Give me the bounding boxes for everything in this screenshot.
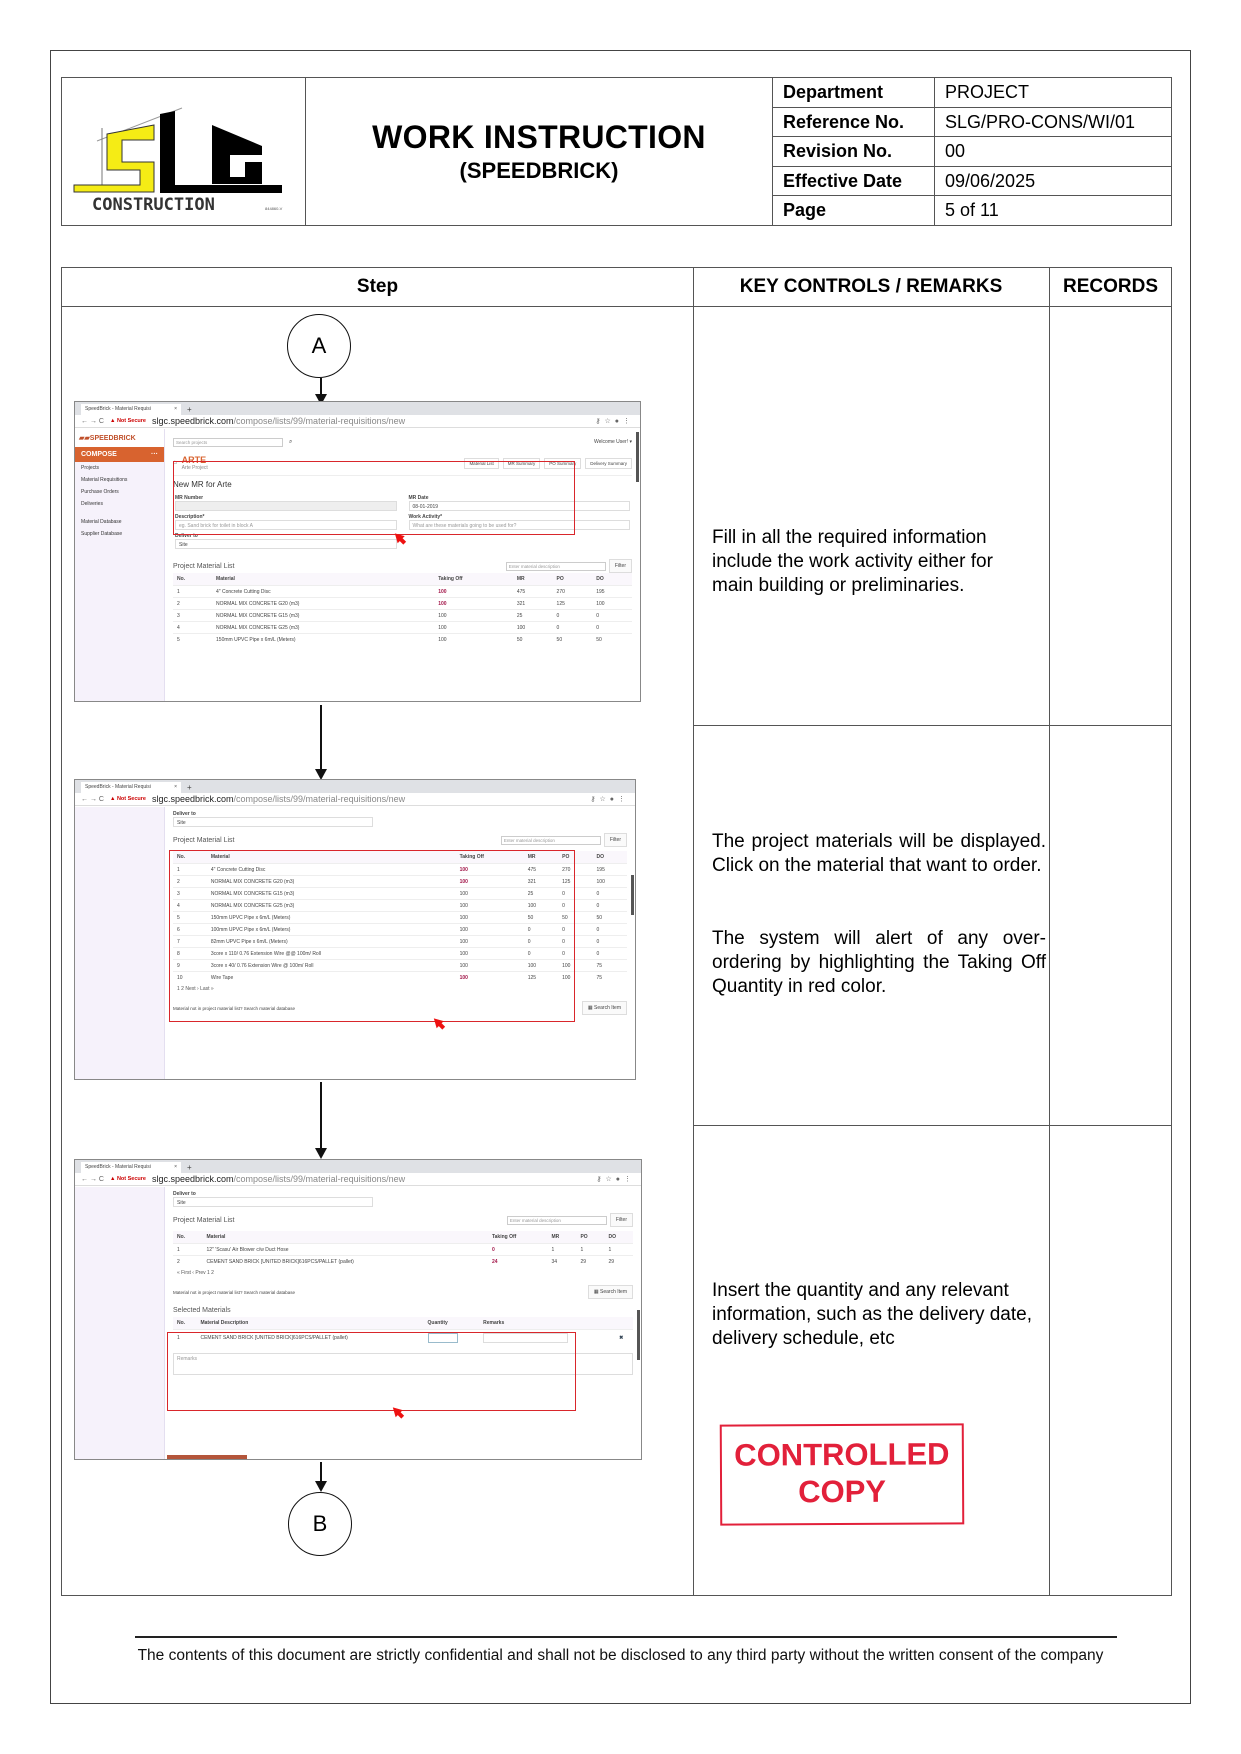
description-field[interactable]: eg. Sand brick for toilet in block A — [175, 520, 397, 530]
material-list-header — [173, 833, 627, 847]
po-qty: 100 — [558, 972, 592, 984]
browser-tab[interactable] — [81, 1162, 181, 1173]
taking-off: 24 — [488, 1256, 547, 1268]
mr-qty: 0 — [524, 936, 558, 948]
column-divider — [1049, 268, 1050, 1595]
remarks-textarea[interactable]: Remarks — [173, 1353, 633, 1375]
url-text[interactable] — [152, 416, 405, 426]
brand-logo: ▰▰ SPEEDBRICK — [75, 429, 164, 447]
pagination[interactable]: « First ‹ Prev 1 2 — [177, 1270, 214, 1276]
user-menu[interactable]: Welcome User! ▾ — [594, 439, 632, 445]
sidebar — [75, 429, 165, 701]
not-secure-label: Not Secure — [116, 418, 146, 424]
url-host: slgc.speedbrick.com — [151, 794, 234, 804]
material-table — [173, 1231, 633, 1267]
close-icon[interactable]: × — [174, 1164, 177, 1170]
material-name: 3core x 110/ 0.76 Extension Wire @@ 100m/ Roll — [207, 948, 456, 960]
do-qty: 50 — [592, 634, 632, 646]
stamp-line-1: CONTROLLED — [734, 1436, 950, 1473]
meta-value: PROJECT — [945, 82, 1030, 102]
table-header: PO — [553, 573, 593, 586]
meta-label: Department — [773, 78, 935, 107]
do-qty: 100 — [593, 876, 627, 888]
remark-step-3: Insert the quantity and any relevant information, such as the delivery date, delivery schedule, etc — [712, 1280, 1033, 1349]
row-number: 1 — [173, 864, 207, 876]
sidebar-item-purchase-orders[interactable]: Purchase Orders — [81, 489, 119, 495]
page-heading: New MR for Arte — [173, 480, 232, 489]
meta-row-revision — [773, 137, 1171, 167]
row-number: 6 — [173, 924, 207, 936]
flow-arrow — [320, 1082, 322, 1149]
search-item-label: Search Item — [600, 1289, 627, 1295]
material-name: 4" Concrete Cutting Disc — [207, 864, 456, 876]
footer-divider — [135, 1636, 1117, 1638]
filter-button[interactable]: Filter — [609, 559, 632, 573]
filter-button[interactable]: Filter — [604, 833, 627, 847]
row-number: 4 — [173, 900, 207, 912]
table-header: No. — [173, 1231, 203, 1244]
column-divider — [693, 268, 694, 1595]
table-row[interactable] — [173, 586, 632, 598]
material-name: NORMAL MIX CONCRETE G20 (m3) — [212, 598, 434, 610]
table-header: Taking Off — [434, 573, 513, 586]
scrollbar[interactable] — [631, 875, 634, 915]
arrow-head-icon — [315, 1148, 327, 1159]
table-header: Material — [207, 851, 456, 864]
row-number: 7 — [173, 936, 207, 948]
po-qty: 0 — [558, 888, 592, 900]
material-name: NORMAL MIX CONCRETE G15 (m3) — [207, 888, 456, 900]
tab-material-list[interactable]: Material List — [464, 458, 498, 469]
material-name: 12" 'Scasu' Air Blower c/w Duct Hose — [203, 1244, 488, 1256]
mr-qty: 100 — [524, 900, 558, 912]
do-qty: 0 — [593, 888, 627, 900]
more-icon[interactable]: ··· — [151, 451, 158, 458]
table-header: Material — [203, 1231, 488, 1244]
browser-toolbar-icons[interactable]: ⚷☆●⋮ — [595, 418, 634, 425]
not-secure-label: Not Secure — [116, 796, 146, 802]
table-header: DO — [604, 1231, 633, 1244]
url-path: /compose/lists/99/material-requisitions/new — [233, 794, 406, 804]
url-text[interactable] — [152, 794, 405, 804]
meta-row-effective-date — [773, 167, 1171, 197]
taking-off: 100 — [456, 960, 524, 972]
material-name: 4" Concrete Cutting Disc — [212, 586, 434, 598]
filter-input[interactable]: Enter material description — [501, 836, 601, 845]
main-content — [165, 1187, 641, 1459]
taking-off: 100 — [456, 864, 524, 876]
row-divider — [693, 1125, 1172, 1126]
column-header-step: Step — [62, 268, 693, 307]
arrow-head-icon — [315, 1481, 327, 1492]
taking-off: 100 — [456, 876, 524, 888]
deliver-to-label: Deliver to — [173, 1191, 196, 1197]
po-qty: 29 — [576, 1256, 604, 1268]
table-header: MR — [547, 1231, 576, 1244]
table-header: No. — [173, 851, 207, 864]
work-activity-field[interactable]: What are these materials going to be used for? — [409, 520, 631, 530]
brand-name: SPEEDBRICK — [89, 434, 136, 442]
material-list-title: Project Material List — [173, 836, 235, 844]
pagination[interactable]: 1 2 Next › Last » — [177, 986, 214, 992]
do-qty: 100 — [592, 598, 632, 610]
mr-qty: 321 — [524, 876, 558, 888]
table-header: Material — [212, 573, 434, 586]
do-qty: 0 — [592, 622, 632, 634]
taking-off: 100 — [434, 610, 513, 622]
not-in-list-text: Material not in project material list? Search material database — [173, 1289, 296, 1295]
close-icon[interactable]: × — [174, 784, 177, 790]
row-number: 8 — [173, 948, 207, 960]
material-name: 3core x 40/ 0.76 Extension Wire @ 100m/ Roll — [207, 960, 456, 972]
sidebar-item-supplier-database[interactable]: Supplier Database — [81, 531, 123, 537]
po-qty: 0 — [558, 924, 592, 936]
sidebar-item-material-requisitions[interactable]: Material Requisitions — [81, 477, 128, 483]
selected-header-remarks: Remarks — [479, 1317, 615, 1330]
row-number: 2 — [173, 1256, 203, 1268]
material-list-header — [173, 559, 632, 573]
taking-off: 100 — [456, 972, 524, 984]
mr-qty: 0 — [524, 924, 558, 936]
slg-logo-icon — [62, 78, 306, 227]
remark-step-2-part-1: The project materials will be displayed. Click on the material that want to order. — [712, 831, 1046, 876]
confidentiality-notice: The contents of this document are strictly confidential and shall not be disclosed to any third party without the written consent of the company — [137, 1647, 1104, 1664]
controlled-copy-stamp — [720, 1423, 965, 1525]
project-name: ARTE — [181, 455, 207, 465]
deliver-to-select[interactable]: Site — [175, 539, 397, 549]
row-number: 3 — [173, 610, 212, 622]
material-list-title: Project Material List — [173, 1216, 235, 1224]
taking-off: 100 — [456, 888, 524, 900]
material-name: CEMENT SAND BRICK [UNITED BRICK]616PCS/PALLET (pallet) — [203, 1256, 488, 1268]
taking-off: 100 — [434, 598, 513, 610]
table-row[interactable] — [173, 1244, 633, 1256]
do-qty: 75 — [593, 972, 627, 984]
tab-mr-summary[interactable]: MR Summary — [503, 458, 541, 469]
table-row[interactable] — [173, 610, 632, 622]
selected-header-quantity: Quantity — [424, 1317, 480, 1330]
do-qty: 0 — [592, 610, 632, 622]
taking-off: 100 — [456, 936, 524, 948]
row-number: 9 — [173, 960, 207, 972]
row-number: 5 — [173, 912, 207, 924]
mr-qty: 50 — [513, 634, 553, 646]
meta-label: Revision No. — [773, 137, 935, 166]
meta-label: Effective Date — [773, 167, 935, 196]
not-secure-badge: ▲ Not Secure — [109, 796, 146, 802]
close-icon[interactable]: × — [174, 406, 177, 412]
table-row[interactable] — [173, 634, 632, 646]
mr-qty: 475 — [524, 864, 558, 876]
mr-qty: 100 — [524, 960, 558, 972]
document-title-block — [306, 78, 773, 225]
compose-label: COMPOSE — [81, 451, 117, 458]
po-qty: 0 — [558, 900, 592, 912]
flow-arrow — [320, 378, 322, 395]
sidebar — [75, 1187, 165, 1459]
mr-date-label: MR Date — [408, 495, 429, 501]
deliver-to-select[interactable]: Site — [173, 1197, 373, 1207]
meta-value: 00 — [945, 141, 966, 162]
selected-header-material: Material Description — [196, 1317, 423, 1330]
table-row[interactable] — [173, 1256, 633, 1268]
nav-buttons-icon[interactable]: ← → C — [81, 795, 104, 803]
document-title: WORK INSTRUCTION — [372, 119, 706, 155]
table-header: Taking Off — [488, 1231, 547, 1244]
taking-off: 100 — [456, 924, 524, 936]
taking-off: 100 — [434, 586, 513, 598]
deliver-to-select[interactable]: Site — [173, 817, 373, 827]
po-qty: 50 — [558, 912, 592, 924]
document-meta-table — [773, 78, 1171, 225]
mr-qty: 34 — [547, 1256, 576, 1268]
home-icon[interactable]: ⌂ — [173, 460, 177, 466]
browser-tab[interactable] — [81, 782, 181, 793]
search-icon[interactable]: ⌕ — [289, 438, 293, 445]
do-qty: 1 — [604, 1244, 633, 1256]
table-header: DO — [593, 851, 627, 864]
po-qty: 50 — [553, 634, 593, 646]
do-qty: 195 — [592, 586, 632, 598]
filter-input[interactable]: Enter material description — [507, 1216, 607, 1225]
browser-address-bar[interactable] — [75, 793, 635, 806]
row-number: 1 — [173, 1244, 203, 1256]
row-number: 5 — [173, 634, 212, 646]
compose-menu[interactable] — [75, 447, 164, 462]
meta-value: SLG/PRO-CONS/WI/01 — [945, 111, 1136, 132]
url-text[interactable] — [152, 1174, 405, 1184]
meta-row-page — [773, 196, 1171, 225]
url-host: slgc.speedbrick.com — [151, 1174, 234, 1184]
row-number: 2 — [173, 876, 207, 888]
browser-tab-bar — [75, 402, 640, 415]
material-name: 150mm UPVC Pipe x 6m/L (Meters) — [207, 912, 456, 924]
not-in-list-text: Material not in project material list? Search material database — [173, 1005, 296, 1011]
search-projects-input[interactable]: Search projects — [173, 438, 283, 447]
search-database-row — [173, 1285, 633, 1299]
po-qty: 125 — [553, 598, 593, 610]
browser-address-bar[interactable] — [75, 415, 640, 428]
search-item-button[interactable]: ▦ Search Item — [588, 1285, 633, 1299]
scrollbar[interactable] — [636, 432, 639, 482]
po-qty: 1 — [576, 1244, 604, 1256]
url-host: slgc.speedbrick.com — [151, 416, 234, 426]
table-header: Taking Off — [456, 851, 524, 864]
mr-qty: 0 — [524, 948, 558, 960]
remark-step-2-part-2: The system will alert of any over-ordering by highlighting the Taking Off Quantity in red color. — [712, 928, 1046, 997]
taking-off: 100 — [434, 634, 513, 646]
table-header: PO — [558, 851, 592, 864]
selected-no: 1 — [173, 1330, 196, 1346]
screenshot-selected-materials — [74, 1159, 642, 1460]
logo-reg-no: 844860-V — [265, 206, 283, 211]
flow-arrow — [320, 705, 322, 770]
do-qty: 0 — [593, 924, 627, 936]
taking-off: 0 — [488, 1244, 547, 1256]
meta-value: 09/06/2025 — [945, 170, 1036, 191]
url-path: /compose/lists/99/material-requisitions/new — [233, 1174, 406, 1184]
do-qty: 0 — [593, 900, 627, 912]
selected-material: CEMENT SAND BRICK [UNITED BRICK]616PCS/PALLET (pallet) — [196, 1330, 423, 1346]
material-name: NORMAL MIX CONCRETE G25 (m3) — [212, 622, 434, 634]
connector-b: B — [288, 1492, 352, 1556]
tab-title: SpeedBrick - Material Requisi — [85, 1164, 151, 1170]
work-activity-label: Work Activity* — [408, 514, 443, 520]
connector-a: A — [287, 314, 351, 378]
remark-step-1: Fill in all the required information include the work activity either for main building or preliminaries. — [712, 527, 993, 596]
selected-header-actions — [615, 1317, 633, 1330]
meta-label: Page — [773, 196, 935, 225]
material-name: NORMAL MIX CONCRETE G20 (m3) — [207, 876, 456, 888]
row-number: 4 — [173, 622, 212, 634]
column-header-records: RECORDS — [1049, 268, 1172, 307]
browser-tab-bar — [75, 1160, 641, 1173]
table-row[interactable] — [173, 622, 632, 634]
row-number: 10 — [173, 972, 207, 984]
selected-materials-title: Selected Materials — [173, 1307, 231, 1314]
search-item-button[interactable]: ▦ Search Item — [582, 1001, 627, 1015]
mr-number-label: MR Number — [175, 495, 204, 501]
speedbrick-app — [75, 1187, 641, 1459]
table-header: DO — [592, 573, 632, 586]
nav-buttons-icon[interactable]: ← → C — [81, 1175, 104, 1183]
po-qty: 0 — [553, 610, 593, 622]
browser-toolbar-icons[interactable]: ⚷☆●⋮ — [596, 1176, 635, 1183]
tab-delivery-summary[interactable]: Delivery Summary — [585, 458, 632, 469]
not-secure-badge: ▲ Not Secure — [109, 418, 146, 424]
po-qty: 270 — [553, 586, 593, 598]
highlight-box — [169, 850, 575, 1022]
do-qty: 75 — [593, 960, 627, 972]
mr-qty: 125 — [524, 972, 558, 984]
row-divider — [693, 725, 1172, 726]
material-list-header — [173, 1213, 633, 1227]
material-name: NORMAL MIX CONCRETE G25 (m3) — [207, 900, 456, 912]
sidebar-item-material-database[interactable]: Material Database — [81, 519, 122, 525]
meta-value: 5 of 11 — [945, 200, 999, 221]
table-header: MR — [524, 851, 558, 864]
highlight-box — [173, 461, 575, 535]
material-list-title: Project Material List — [173, 562, 235, 570]
new-tab-icon[interactable]: + — [187, 783, 192, 792]
meta-row-department — [773, 78, 1171, 108]
screenshot-material-list — [74, 779, 636, 1080]
scrollbar[interactable] — [637, 1310, 640, 1360]
mr-qty: 321 — [513, 598, 553, 610]
meta-label: Reference No. — [773, 108, 935, 137]
material-table — [173, 573, 632, 645]
selected-header-no: No. — [173, 1317, 196, 1330]
new-tab-icon[interactable]: + — [187, 405, 192, 414]
tab-title: SpeedBrick - Material Requisi — [85, 784, 151, 790]
deliver-to-label: Deliver to — [173, 811, 196, 817]
logo-wordmark: CONSTRUCTION — [92, 195, 215, 215]
po-qty: 100 — [558, 960, 592, 972]
filter-input[interactable]: Enter material description — [506, 562, 606, 571]
stamp-line-2: COPY — [798, 1473, 887, 1510]
submit-button[interactable] — [167, 1455, 247, 1459]
nav-buttons-icon[interactable]: ← → C — [81, 417, 104, 425]
mr-date-field[interactable]: 08-01-2019 — [409, 501, 631, 511]
document-subtitle: (SPEEDBRICK) — [459, 158, 619, 183]
mr-qty: 1 — [547, 1244, 576, 1256]
column-header-remarks: KEY CONTROLS / REMARKS — [693, 268, 1049, 307]
row-number: 1 — [173, 586, 212, 598]
material-name: 150mm UPVC Pipe x 6m/L (Meters) — [212, 634, 434, 646]
do-qty: 0 — [593, 948, 627, 960]
browser-toolbar-icons[interactable]: ⚷☆●⋮ — [590, 796, 629, 803]
remove-icon[interactable]: ✖ — [615, 1330, 633, 1346]
table-header: No. — [173, 573, 212, 586]
company-logo — [62, 78, 306, 225]
do-qty: 195 — [593, 864, 627, 876]
not-secure-label: Not Secure — [116, 1176, 146, 1182]
new-tab-icon[interactable]: + — [187, 1163, 192, 1172]
po-qty: 270 — [558, 864, 592, 876]
mr-qty: 100 — [513, 622, 553, 634]
meta-row-reference — [773, 108, 1171, 138]
top-bar — [173, 433, 632, 451]
do-qty: 50 — [593, 912, 627, 924]
sidebar-item-deliveries[interactable]: Deliveries — [81, 501, 103, 507]
material-name: 82mm UPVC Pipe x 6m/L (Meters) — [207, 936, 456, 948]
browser-tab-bar — [75, 780, 635, 793]
taking-off: 100 — [434, 622, 513, 634]
table-row[interactable] — [173, 598, 632, 610]
table-header: MR — [513, 573, 553, 586]
browser-tab[interactable] — [81, 404, 181, 415]
mr-qty: 25 — [524, 888, 558, 900]
description-label: Description* — [175, 514, 205, 520]
po-qty: 0 — [553, 622, 593, 634]
material-name: Wire Tape — [207, 972, 456, 984]
mr-qty: 50 — [524, 912, 558, 924]
tab-title: SpeedBrick - Material Requisi — [85, 406, 151, 412]
mr-qty: 25 — [513, 610, 553, 622]
row-number: 2 — [173, 598, 212, 610]
browser-address-bar[interactable] — [75, 1173, 641, 1186]
not-secure-badge: ▲ Not Secure — [109, 1176, 146, 1182]
mr-qty: 475 — [513, 586, 553, 598]
filter-button[interactable]: Filter — [610, 1213, 633, 1227]
taking-off: 100 — [456, 948, 524, 960]
screenshot-new-mr-form — [74, 401, 641, 702]
tab-po-summary[interactable]: PO Summary — [544, 458, 581, 469]
po-qty: 0 — [558, 948, 592, 960]
do-qty: 0 — [593, 936, 627, 948]
url-path: /compose/lists/99/material-requisitions/new — [233, 416, 406, 426]
taking-off: 100 — [456, 912, 524, 924]
document-header — [61, 77, 1172, 226]
project-subtitle: Arte Project — [181, 465, 208, 471]
flow-arrow — [320, 1462, 322, 1482]
sidebar — [75, 807, 165, 1079]
highlight-box — [167, 1332, 576, 1411]
table-header: PO — [576, 1231, 604, 1244]
do-qty: 29 — [604, 1256, 633, 1268]
search-item-label: Search Item — [594, 1005, 621, 1011]
deliver-to-label: Deliver to — [175, 533, 198, 539]
row-number: 3 — [173, 888, 207, 900]
sidebar-item-projects[interactable]: Projects — [81, 465, 100, 471]
po-qty: 0 — [558, 936, 592, 948]
taking-off: 100 — [456, 900, 524, 912]
material-name: 100mm UPVC Pipe x 6m/L (Meters) — [207, 924, 456, 936]
po-qty: 125 — [558, 876, 592, 888]
material-name: NORMAL MIX CONCRETE G15 (m3) — [212, 610, 434, 622]
